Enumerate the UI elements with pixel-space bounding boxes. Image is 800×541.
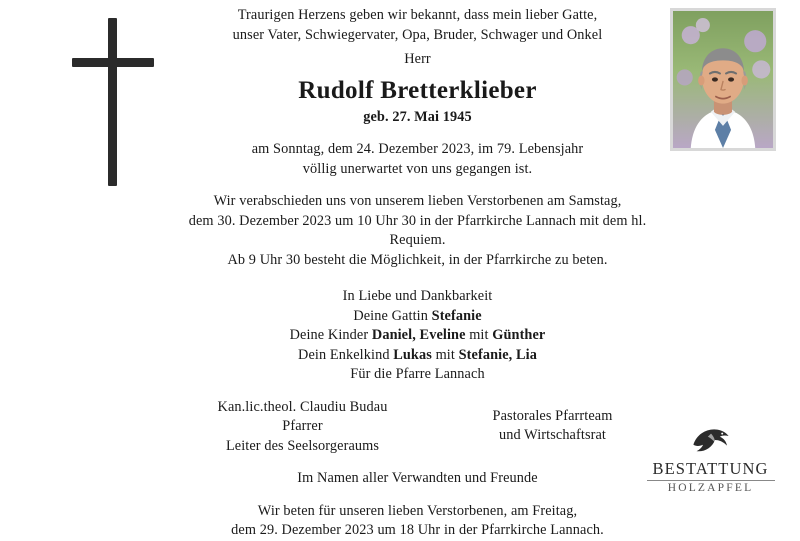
logo-company-name: BESTATTUNG (652, 459, 769, 478)
logo-divider (647, 480, 775, 481)
cross-vertical-bar (108, 18, 117, 186)
closing-relatives: Im Namen aller Verwandten und Freunde (297, 470, 538, 486)
logo-company-sub: HOLZAPFEL (667, 481, 754, 494)
family-grandchild-name: Lukas (393, 346, 432, 363)
clergy-block (185, 398, 650, 457)
intro-line-1: Traurigen Herzens geben wir bekannt, dass mein lieber Gatte, (237, 7, 598, 23)
family-grandchild-prefix: Dein Enkelkind (298, 346, 394, 363)
family-grandchild (185, 346, 650, 366)
death-line-1: am Sonntag, dem 24. Dezember 2023, im 79. Lebensjahr (251, 141, 584, 157)
family-children-partner: Günther (492, 327, 546, 343)
clergy-left-line-3: Leiter des Seelsorgeraums (225, 437, 380, 454)
portrait-photo (670, 8, 776, 151)
death-line-2: völlig unerwartet von uns gegangen ist. (302, 160, 533, 177)
cross-icon (62, 18, 182, 188)
rosary-line-2: dem 29. Dezember 2023 um 18 Uhr in der Pfarrkirche Lannach. (231, 522, 604, 538)
funeral-line-3: Ab 9 Uhr 30 besteht die Möglichkeit, in der Pfarrkirche zu beten. (227, 251, 608, 268)
cross-horizontal-bar (72, 58, 154, 67)
clergy-right-line-1: Pastorales Pfarrteam (492, 407, 613, 424)
parish-line: Für die Pfarre Lannach (350, 366, 485, 382)
family-children-prefix: Deine Kinder (289, 327, 372, 343)
family-children-names: Daniel, Eveline (371, 327, 466, 343)
clergy-left-column (188, 398, 418, 457)
family-children-mid: mit (465, 327, 493, 343)
clergy-right-column (458, 398, 648, 457)
intro-line-2: unser Vater, Schwiegervater, Opa, Bruder, Schwager und Onkel (232, 26, 603, 43)
family-wife (185, 307, 650, 327)
family-heading: In Liebe und Dankbarkeit (342, 288, 493, 304)
funeral-line-1: Wir verabschieden uns von unserem lieben Verstorbenen am Samstag, (213, 193, 622, 209)
clergy-left-line-1: Kan.lic.theol. Claudiu Budau (217, 398, 388, 415)
salutation: Herr (404, 51, 431, 67)
rosary-line-1: Wir beten für unseren lieben Verstorbenen, am Freitag, (257, 502, 578, 519)
clergy-right-line-2: und Wirtschaftsrat (499, 427, 606, 443)
clergy-left-line-2: Pfarrer (282, 418, 323, 434)
funeral-home-logo (643, 420, 778, 494)
dove-icon (687, 420, 735, 460)
family-wife-name: Stefanie (431, 307, 482, 324)
family-wife-prefix: Deine Gattin (353, 307, 432, 324)
family-children (185, 326, 650, 346)
birth-date: geb. 27. Mai 1945 (363, 108, 472, 125)
funeral-line-2: dem 30. Dezember 2023 um 10 Uhr 30 in der Pfarrkirche Lannach mit dem hl. Requiem. (188, 212, 647, 248)
family-grandchild-partners: Stefanie, Lia (458, 346, 537, 363)
obituary-text (185, 6, 650, 541)
deceased-name: Rudolf Bretterklieber (298, 76, 537, 104)
portrait-illustration (673, 11, 773, 148)
family-grandchild-mid: mit (431, 346, 459, 363)
